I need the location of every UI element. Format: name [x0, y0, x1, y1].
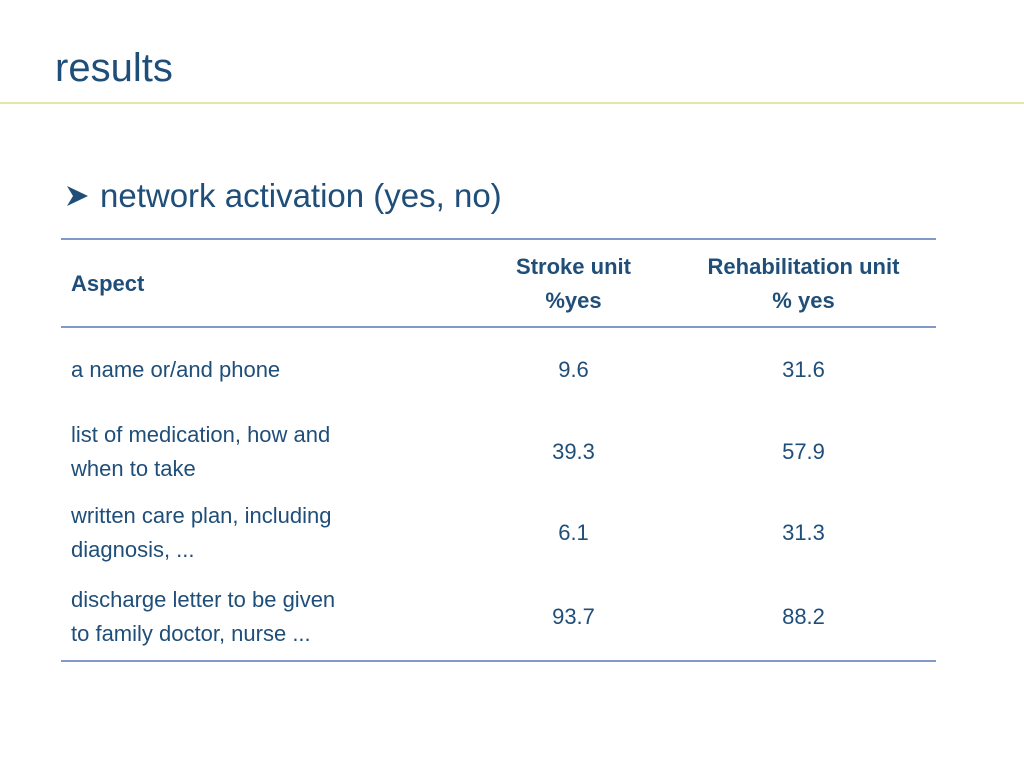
table-row	[61, 412, 936, 492]
cell-stroke-unit: 93.7	[552, 604, 595, 629]
results-table-container	[61, 238, 916, 662]
cell-aspect: discharge letter to be given to family doctor, nurse ...	[71, 587, 336, 646]
results-table	[61, 238, 936, 662]
cell-aspect: list of medication, how and when to take	[71, 422, 331, 481]
table-header-row	[61, 239, 936, 327]
table-row	[61, 492, 936, 574]
header-rehab-unit: Rehabilitation unit % yes	[707, 254, 900, 313]
cell-rehab-unit: 31.3	[782, 520, 825, 545]
cell-aspect: written care plan, including diagnosis, ...	[71, 503, 332, 562]
table-row	[61, 574, 936, 661]
cell-stroke-unit: 39.3	[552, 439, 595, 464]
bullet-point	[64, 174, 502, 218]
header-stroke-unit: Stroke unit %yes	[516, 254, 631, 313]
title-divider	[0, 102, 1024, 104]
header-aspect: Aspect	[71, 271, 145, 296]
slide-title: results	[55, 46, 173, 90]
cell-stroke-unit: 6.1	[558, 520, 589, 545]
table-row	[61, 327, 936, 412]
cell-stroke-unit: 9.6	[558, 357, 589, 382]
cell-rehab-unit: 57.9	[782, 439, 825, 464]
cell-rehab-unit: 88.2	[782, 604, 825, 629]
bullet-text: network activation (yes, no)	[100, 177, 502, 214]
arrow-bullet-icon	[64, 183, 90, 209]
cell-aspect: a name or/and phone	[71, 357, 281, 382]
cell-rehab-unit: 31.6	[782, 357, 825, 382]
